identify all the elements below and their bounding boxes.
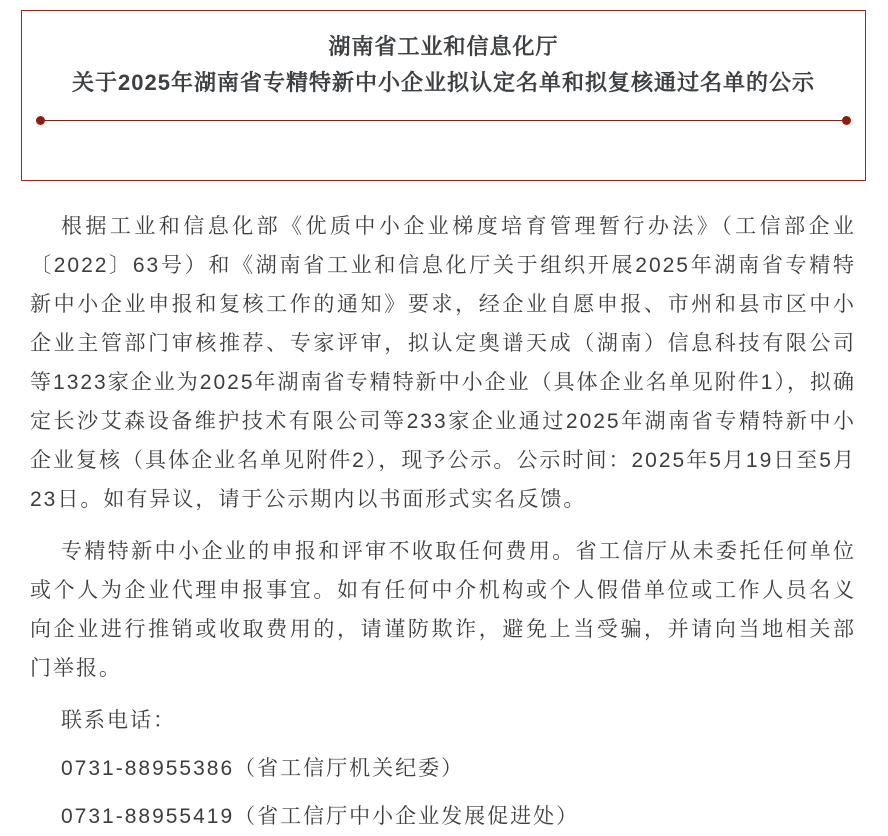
- contact-label: 联系电话：: [61, 709, 176, 732]
- agency-title: 湖南省工业和信息化厅: [328, 34, 559, 59]
- phone-line-discipline-committee: 0731-88955386（省工信厅机关纪委）: [61, 757, 465, 780]
- divider-line: [45, 120, 842, 122]
- paragraph-announcement: 根据工业和信息化部《优质中小企业梯度培育管理暂行办法》（工信部企业〔2022〕63号）和《湖南省工业和信息化厅关于组织开展2025年湖南省专精特新中小企业申报和复核工作的通知》要求，经企业自愿申报、市州和县市区中小企业主管部门审核推荐、专家评审，拟认定奥谱天成（湖南）信息科技有限公司等1323家企业为2025年湖南省专精特新中小企业（具体企业名单见附件1），拟确定长沙艾森设备维护技术有限公司等233家企业通过2025年湖南省专精特新中小企业复核（具体企业名单见附件2），现予公示。公示时间：2025年5月19日至5月23日。如有异议，请于公示期内以书面形式实名反馈。: [30, 215, 856, 511]
- phone-line-sme-development: 0731-88955419（省工信厅中小企业发展促进处）: [61, 805, 580, 828]
- paragraph-fee-warning: 专精特新中小企业的申报和评审不收取任何费用。省工信厅从未委托任何单位或个人为企业代理申报事宜。如有任何中介机构或个人假借单位或工作人员名义向企业进行推销或收取费用的，请谨防欺诈，避免上当受骗，并请向当地相关部门举报。: [30, 540, 856, 680]
- notice-page: [0, 10, 888, 828]
- notice-header-box: [21, 10, 866, 181]
- divider-right-dot: [842, 116, 851, 125]
- title-divider: [22, 116, 865, 125]
- notice-title: 关于2025年湖南省专精特新中小企业拟认定名单和拟复核通过名单的公示: [72, 70, 815, 95]
- notice-body: [0, 207, 888, 836]
- divider-left-dot: [36, 116, 45, 125]
